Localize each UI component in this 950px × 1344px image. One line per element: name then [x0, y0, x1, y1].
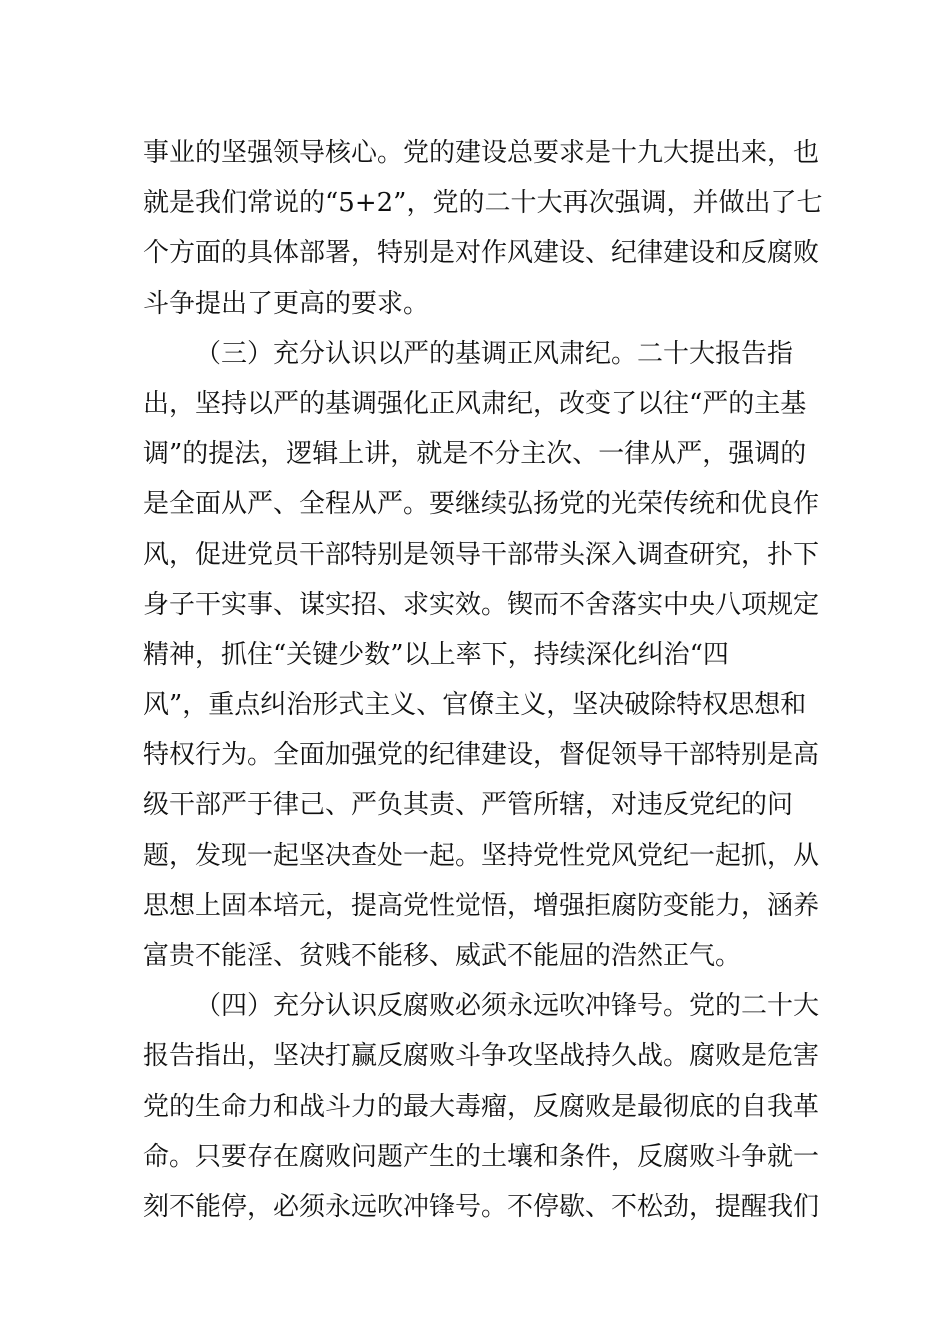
text-line: 命。只要存在腐败问题产生的土壤和条件，反腐败斗争就一 [143, 1141, 820, 1172]
text-line: 级干部严于律己、严负其责、严管所辖，对违反党纪的问 [143, 790, 794, 821]
section-heading-line: （四）充分认识反腐败必须永远吹冲锋号。党的二十大 [195, 991, 820, 1022]
paragraph-3 [143, 981, 820, 1232]
section-heading-line: （三）充分认识以严的基调正风肃纪。二十大报告指 [195, 338, 794, 369]
text-line: 斗争提出了更高的要求。 [143, 288, 430, 319]
text-line: 风”，重点纠治形式主义、官僚主义，坚决破除特权思想和 [143, 690, 807, 721]
text-line: 就是我们常说的“5+2”，党的二十大再次强调，并做出了七 [143, 188, 823, 219]
text-line: 特权行为。全面加强党的纪律建设，督促领导干部特别是高 [143, 740, 820, 771]
body-text [143, 128, 823, 1232]
text-line: 是全面从严、全程从严。要继续弘扬党的光荣传统和优良作 [143, 489, 820, 520]
text-line: 刻不能停，必须永远吹冲锋号。不停歇、不松劲，提醒我们 [143, 1191, 820, 1222]
paragraph-2 [143, 329, 820, 981]
text-line: 富贵不能淫、贫贱不能移、威武不能屈的浩然正气。 [143, 941, 742, 971]
text-line: 出，坚持以严的基调强化正风肃纪，改变了以往“严的主基 [143, 388, 807, 419]
text-line: 报告指出，坚决打赢反腐败斗争攻坚战持久战。腐败是危害 [143, 1041, 820, 1072]
text-line: 风，促进党员干部特别是领导干部带头深入调查研究，扑下 [143, 539, 820, 570]
text-line: 个方面的具体部署，特别是对作风建设、纪律建设和反腐败 [143, 238, 820, 269]
paragraph-1 [143, 128, 823, 329]
text-line: 题，发现一起坚决查处一起。坚持党性党风党纪一起抓，从 [143, 840, 820, 871]
text-line: 党的生命力和战斗力的最大毒瘤，反腐败是最彻底的自我革 [143, 1091, 820, 1122]
text-line: 身子干实事、谋实招、求实效。锲而不舍落实中央八项规定 [143, 589, 820, 620]
text-line: 思想上固本培元，提高党性觉悟，增强拒腐防变能力，涵养 [143, 890, 820, 921]
text-line: 事业的坚强领导核心。党的建设总要求是十九大提出来，也 [143, 138, 820, 168]
text-line: 调”的提法，逻辑上讲，就是不分主次、一律从严，强调的 [143, 439, 807, 470]
text-line: 精神，抓住“关键少数”以上率下，持续深化纠治“四 [143, 639, 729, 670]
